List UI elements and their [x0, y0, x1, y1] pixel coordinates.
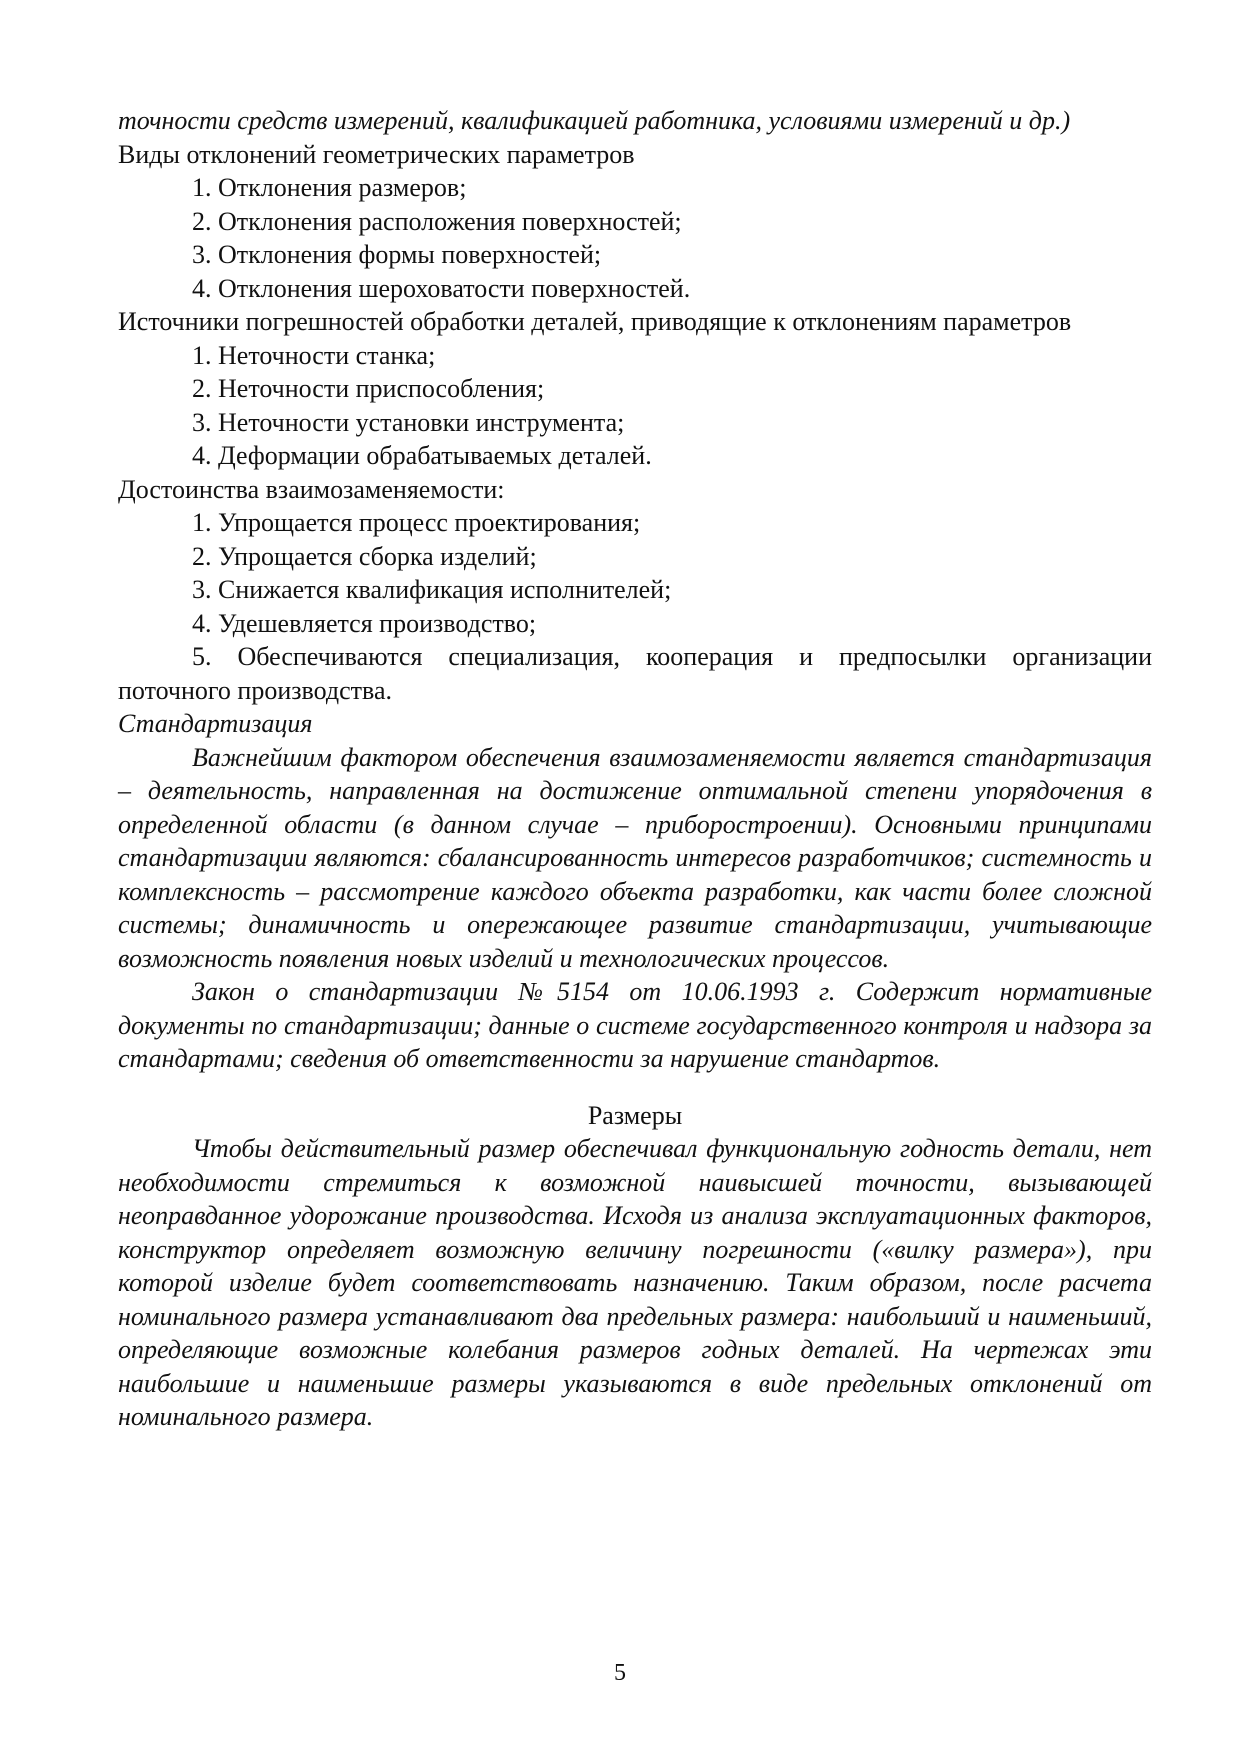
- standardization-heading: Стандартизация: [118, 709, 313, 738]
- list-item: 3. Отклонения формы поверхностей;: [192, 240, 602, 269]
- list-item-wrapped: 5. Обеспечиваются специализация, кооперация и предпосылки организации поточного производства.: [118, 642, 1152, 705]
- standardization-paragraph-1: Важнейшим фактором обеспечения взаимозаменяемости является стандартизация – деятельность, направленная на достижение оптимальной степени упорядочения в определенной области (в данном случае – приборостроении). Основными принципами стандартизации являются: сбалансированность интересов разработчиков; системность и комплексность – рассмотрение каждого объекта разработки, как части более сложной системы; динамичность и опережающее развитие стандартизации, учитывающие возможность появления новых изделий и технологических процессов.: [118, 742, 1152, 973]
- list-item: 1. Неточности станка;: [192, 340, 436, 370]
- intro-tail-text: точности средств измерений, квалификацией работника, условиями измерений и др.): [118, 106, 1071, 135]
- sources-heading: Источники погрешностей обработки деталей, приводящие к отклонениям параметров: [118, 307, 1072, 336]
- deviations-heading: Виды отклонений геометрических параметров: [118, 139, 635, 169]
- list-item: 3. Неточности установки инструмента;: [192, 407, 625, 437]
- list-item: 1. Упрощается процесс проектирования;: [192, 508, 641, 537]
- list-item: 2. Неточности приспособления;: [192, 374, 545, 403]
- list-item: 2. Упрощается сборка изделий;: [192, 541, 537, 571]
- list-item: 1. Отклонения размеров;: [192, 173, 467, 202]
- list-item: 4. Деформации обрабатываемых деталей.: [192, 441, 652, 470]
- sizes-paragraph: Чтобы действительный размер обеспечивал функциональную годность детали, нет необходимости стремиться к возможной наивысшей точности, вызывающей неоправданное удорожание производства. Исходя из анализа эксплуатационных факторов, конструктор определяет возможную величину погрешности («вилку размера»), при которой изделие будет соответствовать назначению. Таким образом, после расчета номинального размера устанавливают два предельных размера: наибольший и наименьший, определяющие возможные колебания размеров годных деталей. На чертежах эти наибольшие и наименьшие размеры указываются в виде предельных отклонений от номинального размера.: [118, 1134, 1152, 1431]
- list-item: 3. Снижается квалификация исполнителей;: [192, 575, 672, 604]
- document-page: [118, 104, 1152, 1434]
- advantages-heading: Достоинства взаимозаменяемости:: [118, 474, 505, 504]
- list-item: 4. Отклонения шероховатости поверхностей.: [192, 273, 691, 303]
- list-item: 2. Отклонения расположения поверхностей;: [192, 206, 682, 236]
- sizes-heading: Размеры: [587, 1100, 683, 1130]
- list-item: 4. Удешевляется производство;: [192, 608, 537, 638]
- standardization-paragraph-2: Закон о стандартизации №5154 от 10.06.1993 г. Содержит нормативные документы по стандартизации; данные о системе государственного контроля и надзора за стандартами; сведения об ответственности за нарушение стандартов.: [118, 977, 1152, 1073]
- page-number: 5: [614, 1660, 626, 1686]
